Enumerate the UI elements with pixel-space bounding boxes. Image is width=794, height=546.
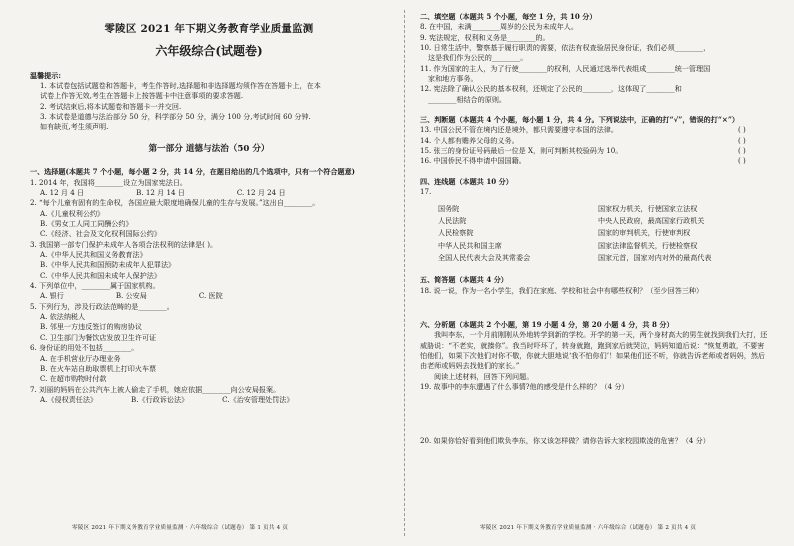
notice-list — [30, 81, 388, 133]
tf-item — [420, 136, 770, 146]
short-heading: 五、简答题（本题共 4 分） — [420, 275, 508, 285]
exam-subtitle: 六年级综合(试题卷) — [155, 44, 263, 59]
question-16: 16. 中国侨民不得申请中国国籍。 — [420, 156, 526, 166]
footer-right: 零陵区 2021 年下期义务教育学业质量监测 · 六年级综合（试题卷） 第 2 页共 4 页 — [480, 525, 697, 531]
analysis-heading: 六、分析题（本题共 2 个小题，第 19 小题 4 分，第 20 小题 4 分，共 8 分） — [420, 319, 674, 329]
match-left-item: 中华人民共和国主席 — [438, 240, 502, 250]
question-8: 8. 在中国，未满________周岁的公民为未成年人。 — [420, 22, 578, 32]
notice-heading: 温馨提示: — [30, 70, 61, 80]
q7-option-c: C.《治安管理处罚法》 — [222, 394, 294, 404]
tf-item — [420, 146, 770, 156]
matching-columns — [420, 204, 770, 266]
q7-option-b: B.《行政诉讼法》 — [131, 394, 189, 404]
right-column — [420, 6, 770, 447]
answer-paren: ( ) — [738, 125, 746, 135]
q3-option-c: C.《中华人民共和国未成年人保护法》 — [40, 270, 161, 280]
match-right-item: 国家权力机关，行使国家立法权 — [598, 203, 698, 213]
matching-right — [598, 204, 758, 266]
notice-item: 1. 本试卷包括试题卷和答题卡，考生作答时,选择题和非选择题均须作答在答题卡上，在本 — [40, 81, 321, 91]
question-11: 11. 作为国家的主人，为了行使________的权利，人民通过选举代表组成________统一管理国 — [420, 63, 711, 73]
notice-item: 试卷上作答无效,考生在答题卡上按答题卡中注意事项的要求答题. — [40, 91, 244, 101]
question-9: 9. 宪法规定，权利和义务是________的。 — [420, 32, 550, 42]
answer-paren: ( ) — [738, 135, 746, 145]
q5-option-c: C. 卫生部门为餐饮店发放卫生许可证 — [40, 332, 157, 342]
answer-paren: ( ) — [738, 146, 746, 156]
page-divider — [404, 10, 405, 536]
match-right-item: 国家法律监督机关，行使检察权 — [598, 240, 698, 250]
q5-option-b: B. 邻里一方违反签订的购房协议 — [40, 322, 142, 332]
match-right-item: 国家元首，国家对内对外的最高代表 — [598, 252, 712, 262]
match-right-item: 中央人民政府，最高国家行政机关 — [598, 215, 705, 225]
exam-title: 零陵区 2021 年下期义务教育学业质量监测 — [104, 23, 314, 35]
question-13: 13. 中国公民不管在境内还是境外，都只需要遵守本国的法律。 — [420, 125, 618, 135]
q4-option-c: C. 医院 — [198, 291, 223, 301]
q7-options — [30, 395, 388, 405]
q4-option-b: B. 公安局 — [115, 291, 147, 301]
question-1: 1. 2014 年，我国将________设立为国家宪法日。 — [30, 177, 188, 187]
q4-option-a: A. 银行 — [40, 291, 64, 301]
matching-left — [420, 204, 598, 266]
question-6: 6. 身份证的用处不包括________。 — [30, 343, 139, 353]
q6-option-c: C. 在超市购物时付款 — [40, 374, 107, 384]
match-right-item: 国家的审判机关，行使审判权 — [598, 228, 691, 238]
question-18: 18. 说一说，作为一名小学生，我们在家庭、学校和社会中有哪些权利？（至少回答三种） — [420, 285, 704, 295]
match-left-item: 全国人民代表大会及其常委会 — [438, 252, 531, 262]
question-10-cont: 这是我们作为公民的________。 — [428, 53, 528, 63]
tf-item — [420, 156, 770, 166]
footer-left: 零陵区 2021 年下期义务教育学业质量监测 · 六年级综合（试题卷） 第 1 页共 4 页 — [72, 525, 289, 531]
part1-title: 第一部分 道德与法治（50 分） — [148, 143, 270, 154]
question-20: 20. 如果你恰好看到他们欺负李东，你又该怎样做？请你告诉大家校园欺凌的危害？（4 分） — [420, 436, 710, 446]
match-left-item: 国务院 — [438, 203, 460, 213]
question-10: 10. 日常生活中，警察基于履行职责的需要，依法有权查验居民身份证，我们必须________， — [420, 43, 711, 53]
question-12: 12. 宪法除了确认公民的基本权利，还规定了公民的________，这体现了________和 — [420, 84, 682, 94]
q6-option-b: B. 在火车站自助取票机上打印火车票 — [40, 363, 157, 373]
question-5: 5. 下列行为，涉及行政法范畴的是________。 — [30, 301, 174, 311]
notice-item: 如有缺页,考生须声明. — [40, 122, 109, 132]
match-left-item: 人民法院 — [438, 215, 467, 225]
q1-option-b: B. 12 月 14 日 — [136, 188, 185, 197]
q2-option-a: A.《儿童权利公约》 — [40, 208, 105, 218]
q5-option-a: A. 依法纳税人 — [40, 312, 86, 322]
question-2: 2. “每个儿童有固有的生命权，各国应最大限度地确保儿童的生存与发展。”这出自________。 — [30, 198, 320, 208]
connect-heading: 四、连线题（本题共 10 分） — [420, 176, 513, 186]
question-12-cont: ________相结合的原则。 — [428, 94, 507, 104]
q1-option-c: C. 12 月 24 日 — [236, 188, 286, 197]
notice-item: 2. 考试结束后,将本试题卷和答题卡一并交回. — [40, 101, 182, 111]
q4-options — [30, 291, 388, 301]
question-3: 3. 我国第一部专门保护未成年人各项合法权利的法律是( )。 — [30, 239, 218, 249]
q7-option-a: A.《侵权责任法》 — [40, 394, 98, 404]
tf-item — [420, 125, 770, 135]
question-17: 17. — [420, 187, 432, 197]
notice-item: 3. 本试卷是道德与法治部分 50 分，科学部分 50 分，满分 100 分,考试时间 60 分钟. — [40, 112, 311, 122]
fill-heading: 二、填空题（本题共 5 个小题，每空 1 分，共 10 分） — [420, 12, 597, 21]
question-19: 19. 故事中的李东遭遇了什么事情?他的感受是什么样的？（4 分） — [420, 381, 629, 391]
q2-option-c: C.《经济、社会及文化权利国际公约》 — [40, 229, 161, 239]
reading-passage: 我叫李东，一个月前刚刚从外地转学到新的学校。开学的第一天，两个身材高大的男生就找到我们大打，还威胁说：“不老实，就揍你”。我当时吓坏了，转身就跑，跑到家后就哭泣，妈妈知道后说：“恢复勇敢，不要害怕他们，如果下次他们对你不敬，你就大胆地说‘我不怕你们’！如果他们还不听，你就告诉老师或者妈妈，然后由老师或妈妈去找他们的家长。” — [420, 330, 768, 371]
question-7: 7. 刘丽的妈妈在公共汽车上被人偷走了手机，她应依据________向公安局报案。 — [30, 384, 281, 394]
choice-heading: 一、选择题(本题共 7 个小题，每小题 2 分，共 14 分，在题目给出的几个选项中，只有一个符合题意) — [30, 167, 356, 177]
q6-option-a: A. 在手机营业厅办理业务 — [40, 353, 121, 363]
tf-heading: 三、判断题（本题共 4 个小题，每小题 1 分，共 4 分。下列说法中，正确的打“√”，错误的打“×”） — [420, 115, 740, 125]
question-4: 4. 下列单位中，________属于国家机构。 — [30, 281, 160, 291]
q3-option-a: A.《中华人民共和国义务教育法》 — [40, 250, 147, 260]
q2-option-b: B.《男女工人同工同酬公约》 — [40, 219, 133, 229]
question-11-cont: 家和地方事务。 — [428, 74, 478, 84]
reading-instruction: 阅读上述材料，回答下列问题。 — [434, 371, 534, 381]
question-15: 15. 张三的身份证号码最后一位是 X，则可判断其校验码为 10。 — [420, 146, 623, 156]
question-14: 14. 个人都有赡养父母的义务。 — [420, 135, 519, 145]
q1-option-a: A. 12 月 4 日 — [40, 188, 85, 197]
match-left-item: 人民检察院 — [438, 228, 474, 238]
answer-paren: ( ) — [738, 156, 746, 166]
left-column — [30, 6, 388, 405]
q1-options — [30, 188, 388, 198]
q3-option-b: B.《中华人民共和国预防未成年人犯罪法》 — [40, 260, 176, 270]
